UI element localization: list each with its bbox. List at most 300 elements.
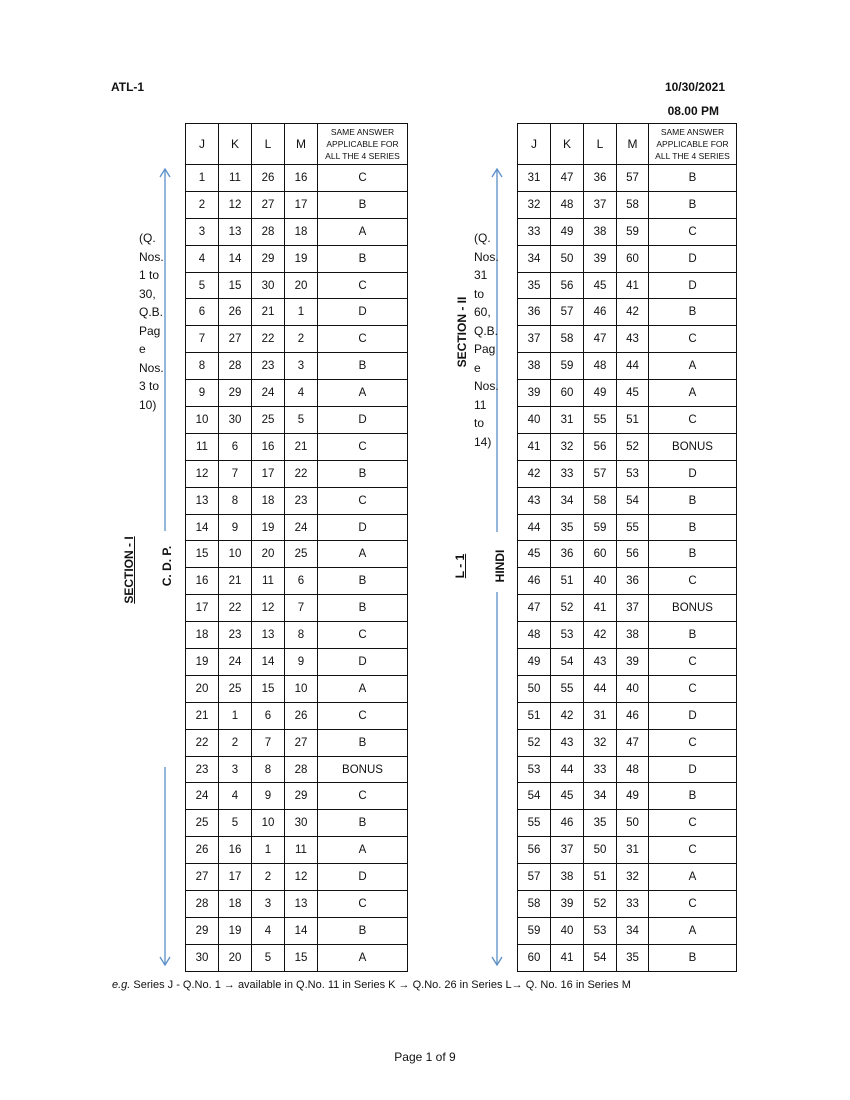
series-l-cell: 21	[252, 299, 285, 326]
series-l-cell: 27	[252, 191, 285, 218]
series-m-cell: 15	[285, 944, 318, 971]
series-l-cell: 55	[584, 407, 617, 434]
question-range-line: (Q.	[139, 231, 156, 245]
series-j-cell: 43	[518, 487, 551, 514]
series-k-cell: 24	[219, 649, 252, 676]
answer-cell: C	[649, 837, 737, 864]
table-row	[186, 729, 408, 756]
series-m-cell: 53	[617, 460, 649, 487]
answer-cell: B	[649, 487, 737, 514]
column-header-j: J	[186, 124, 219, 165]
table-row	[518, 433, 737, 460]
series-m-cell: 6	[285, 568, 318, 595]
answer-cell: B	[318, 191, 408, 218]
series-j-cell: 57	[518, 864, 551, 891]
table-row	[518, 245, 737, 272]
answer-cell: C	[318, 326, 408, 353]
series-l-cell: 3	[252, 891, 285, 918]
answer-cell: B	[318, 245, 408, 272]
series-j-cell: 60	[518, 944, 551, 971]
series-l-cell: 37	[584, 191, 617, 218]
series-m-cell: 33	[617, 891, 649, 918]
table-row	[518, 837, 737, 864]
series-j-cell: 1	[186, 165, 219, 192]
series-k-cell: 17	[219, 864, 252, 891]
series-l-cell: 30	[252, 272, 285, 299]
series-j-cell: 7	[186, 326, 219, 353]
series-l-cell: 34	[584, 783, 617, 810]
series-m-cell: 60	[617, 245, 649, 272]
series-k-cell: 32	[551, 433, 584, 460]
series-l-cell: 60	[584, 541, 617, 568]
question-range-line: to	[474, 286, 485, 301]
series-m-cell: 30	[285, 810, 318, 837]
footnote-text: Series J - Q.No. 1 → available in Q.No. 11 in Series K → Q.No. 26 in Series L→ Q. No. 16 in Series M	[130, 979, 631, 991]
question-booklet-range-note	[474, 229, 499, 451]
series-k-cell: 2	[219, 729, 252, 756]
series-m-cell: 22	[285, 460, 318, 487]
series-j-cell: 14	[186, 514, 219, 541]
series-m-cell: 59	[617, 218, 649, 245]
series-j-cell: 58	[518, 891, 551, 918]
column-header-k: K	[551, 124, 584, 165]
question-range-line: Nos.	[474, 379, 499, 393]
table-row	[518, 675, 737, 702]
series-l-cell: 56	[584, 433, 617, 460]
section-label: SECTION - II	[455, 296, 469, 368]
subject-label: HINDI	[493, 541, 507, 591]
series-k-cell: 31	[551, 407, 584, 434]
series-l-cell: 8	[252, 756, 285, 783]
series-k-cell: 14	[219, 245, 252, 272]
series-m-cell: 23	[285, 487, 318, 514]
table-row	[518, 272, 737, 299]
series-k-cell: 48	[551, 191, 584, 218]
table-row	[186, 622, 408, 649]
series-k-cell: 16	[219, 837, 252, 864]
series-l-cell: 4	[252, 917, 285, 944]
document-code: ATL-1	[111, 80, 145, 94]
table-row	[186, 380, 408, 407]
series-k-cell: 54	[551, 649, 584, 676]
series-m-cell: 19	[285, 245, 318, 272]
series-j-cell: 56	[518, 837, 551, 864]
series-k-cell: 20	[219, 944, 252, 971]
series-l-cell: 36	[584, 165, 617, 192]
series-m-cell: 38	[617, 622, 649, 649]
table-row	[186, 514, 408, 541]
series-l-cell: 50	[584, 837, 617, 864]
series-j-cell: 59	[518, 917, 551, 944]
answer-cell: C	[318, 622, 408, 649]
answer-cell: C	[649, 675, 737, 702]
series-k-cell: 3	[219, 756, 252, 783]
series-m-cell: 44	[617, 353, 649, 380]
series-m-cell: 16	[285, 165, 318, 192]
series-l-cell: 16	[252, 433, 285, 460]
series-l-cell: 40	[584, 568, 617, 595]
answer-cell: D	[318, 864, 408, 891]
series-l-cell: 11	[252, 568, 285, 595]
table-row	[518, 460, 737, 487]
series-l-cell: 19	[252, 514, 285, 541]
series-m-cell: 40	[617, 675, 649, 702]
answer-cell: C	[318, 272, 408, 299]
series-l-cell: 35	[584, 810, 617, 837]
series-m-cell: 4	[285, 380, 318, 407]
subject-label: C. D. P.	[160, 531, 174, 601]
exam-date: 10/30/2021	[664, 80, 725, 94]
series-k-cell: 46	[551, 810, 584, 837]
series-m-cell: 51	[617, 407, 649, 434]
answer-cell: BONUS	[649, 433, 737, 460]
answer-cell: B	[649, 783, 737, 810]
answer-cell: B	[649, 622, 737, 649]
series-j-cell: 5	[186, 272, 219, 299]
series-j-cell: 48	[518, 622, 551, 649]
series-k-cell: 39	[551, 891, 584, 918]
series-k-cell: 29	[219, 380, 252, 407]
question-range-line: 11	[474, 397, 487, 412]
answer-cell: A	[649, 917, 737, 944]
series-j-cell: 11	[186, 433, 219, 460]
series-m-cell: 17	[285, 191, 318, 218]
table-row	[518, 702, 737, 729]
series-m-cell: 43	[617, 326, 649, 353]
question-range-line: Pag	[474, 342, 496, 356]
table-row	[518, 756, 737, 783]
answer-cell: B	[318, 568, 408, 595]
table-row	[518, 218, 737, 245]
column-header-answer: SAME ANSWER APPLICABLE FOR ALL THE 4 SERIES	[318, 124, 408, 165]
table-row	[186, 165, 408, 192]
series-m-cell: 35	[617, 944, 649, 971]
series-j-cell: 30	[186, 944, 219, 971]
answer-cell: A	[649, 864, 737, 891]
series-l-cell: 41	[584, 595, 617, 622]
table-row	[518, 729, 737, 756]
answer-cell: B	[318, 353, 408, 380]
answer-cell: B	[649, 299, 737, 326]
table-row	[186, 272, 408, 299]
answer-cell: C	[649, 891, 737, 918]
table-row	[186, 649, 408, 676]
series-l-cell: 48	[584, 353, 617, 380]
table-row	[518, 810, 737, 837]
series-m-cell: 25	[285, 541, 318, 568]
series-l-cell: 10	[252, 810, 285, 837]
table-row	[518, 783, 737, 810]
series-k-cell: 51	[551, 568, 584, 595]
series-m-cell: 8	[285, 622, 318, 649]
series-k-cell: 58	[551, 326, 584, 353]
question-range-line: Nos.	[139, 360, 164, 375]
table-row	[186, 568, 408, 595]
series-j-cell: 3	[186, 218, 219, 245]
series-k-cell: 37	[551, 837, 584, 864]
series-m-cell: 2	[285, 326, 318, 353]
series-l-cell: 32	[584, 729, 617, 756]
answer-cell: C	[649, 729, 737, 756]
answer-cell: D	[318, 407, 408, 434]
series-m-cell: 56	[617, 541, 649, 568]
answer-cell: B	[649, 514, 737, 541]
series-m-cell: 28	[285, 756, 318, 783]
series-m-cell: 32	[617, 864, 649, 891]
series-l-cell: 53	[584, 917, 617, 944]
series-j-cell: 6	[186, 299, 219, 326]
answer-cell: B	[318, 917, 408, 944]
table-row	[518, 299, 737, 326]
series-m-cell: 41	[617, 272, 649, 299]
series-m-cell: 21	[285, 433, 318, 460]
answer-cell: A	[318, 541, 408, 568]
question-range-line: to	[474, 416, 485, 430]
table-row	[518, 622, 737, 649]
series-k-cell: 50	[551, 245, 584, 272]
answer-cell: C	[318, 487, 408, 514]
series-j-cell: 46	[518, 568, 551, 595]
series-l-cell: 52	[584, 891, 617, 918]
table-row	[518, 380, 737, 407]
series-l-cell: 49	[584, 380, 617, 407]
series-l-cell: 23	[252, 353, 285, 380]
series-l-cell: 47	[584, 326, 617, 353]
series-k-cell: 60	[551, 380, 584, 407]
series-k-cell: 15	[219, 272, 252, 299]
series-l-cell: 28	[252, 218, 285, 245]
series-l-cell: 24	[252, 380, 285, 407]
series-m-cell: 55	[617, 514, 649, 541]
answer-cell: C	[649, 407, 737, 434]
series-l-cell: 26	[252, 165, 285, 192]
series-l-cell: 13	[252, 622, 285, 649]
answer-cell: A	[649, 380, 737, 407]
answer-cell: D	[318, 649, 408, 676]
series-k-cell: 57	[551, 299, 584, 326]
series-j-cell: 55	[518, 810, 551, 837]
series-k-cell: 19	[219, 917, 252, 944]
series-m-cell: 48	[617, 756, 649, 783]
answer-cell: B	[649, 165, 737, 192]
table-row	[186, 917, 408, 944]
series-m-cell: 5	[285, 407, 318, 434]
series-j-cell: 10	[186, 407, 219, 434]
series-k-cell: 6	[219, 433, 252, 460]
series-k-cell: 27	[219, 326, 252, 353]
series-m-cell: 10	[285, 675, 318, 702]
answer-key-table-section-2	[517, 123, 737, 972]
series-j-cell: 13	[186, 487, 219, 514]
series-m-cell: 46	[617, 702, 649, 729]
series-m-cell: 36	[617, 568, 649, 595]
series-j-cell: 29	[186, 917, 219, 944]
table-row	[186, 837, 408, 864]
series-j-cell: 12	[186, 460, 219, 487]
series-k-cell: 30	[219, 407, 252, 434]
series-k-cell: 53	[551, 622, 584, 649]
answer-cell: C	[318, 702, 408, 729]
answer-cell: BONUS	[318, 756, 408, 783]
series-k-cell: 56	[551, 272, 584, 299]
answer-cell: B	[318, 729, 408, 756]
series-l-cell: 44	[584, 675, 617, 702]
table-row	[186, 864, 408, 891]
series-k-cell: 12	[219, 191, 252, 218]
series-k-cell: 26	[219, 299, 252, 326]
series-j-cell: 4	[186, 245, 219, 272]
series-m-cell: 47	[617, 729, 649, 756]
answer-cell: B	[318, 595, 408, 622]
table-row	[186, 433, 408, 460]
table-row	[186, 541, 408, 568]
answer-cell: B	[649, 541, 737, 568]
question-range-line: Q.B.	[474, 323, 499, 338]
series-l-cell: 51	[584, 864, 617, 891]
question-range-line: 3 to	[139, 379, 160, 393]
table-row	[186, 702, 408, 729]
table-row	[518, 944, 737, 971]
answer-cell: BONUS	[649, 595, 737, 622]
question-range-line: e	[474, 360, 481, 375]
series-j-cell: 15	[186, 541, 219, 568]
table-row	[518, 649, 737, 676]
series-k-cell: 40	[551, 917, 584, 944]
series-k-cell: 18	[219, 891, 252, 918]
series-m-cell: 31	[617, 837, 649, 864]
answer-cell: C	[318, 165, 408, 192]
series-m-cell: 50	[617, 810, 649, 837]
table-row	[518, 191, 737, 218]
series-l-cell: 25	[252, 407, 285, 434]
table-row	[186, 810, 408, 837]
table-row	[518, 487, 737, 514]
series-l-cell: 43	[584, 649, 617, 676]
question-range-line: 60,	[474, 305, 491, 319]
series-k-cell: 41	[551, 944, 584, 971]
series-j-cell: 17	[186, 595, 219, 622]
answer-cell: A	[318, 218, 408, 245]
series-l-cell: 29	[252, 245, 285, 272]
table-row	[186, 460, 408, 487]
series-j-cell: 21	[186, 702, 219, 729]
series-m-cell: 45	[617, 380, 649, 407]
series-j-cell: 38	[518, 353, 551, 380]
footnote	[112, 979, 631, 991]
series-k-cell: 22	[219, 595, 252, 622]
series-j-cell: 51	[518, 702, 551, 729]
answer-cell: A	[649, 353, 737, 380]
series-k-cell: 9	[219, 514, 252, 541]
table-row	[186, 245, 408, 272]
series-k-cell: 4	[219, 783, 252, 810]
series-j-cell: 22	[186, 729, 219, 756]
series-j-cell: 52	[518, 729, 551, 756]
series-j-cell: 49	[518, 649, 551, 676]
table-row	[518, 165, 737, 192]
series-l-cell: 7	[252, 729, 285, 756]
series-m-cell: 37	[617, 595, 649, 622]
series-k-cell: 1	[219, 702, 252, 729]
series-k-cell: 5	[219, 810, 252, 837]
series-l-cell: 5	[252, 944, 285, 971]
answer-cell: B	[649, 944, 737, 971]
column-header-l: L	[252, 124, 285, 165]
series-l-cell: 58	[584, 487, 617, 514]
question-range-line: 14)	[474, 434, 492, 449]
series-m-cell: 1	[285, 299, 318, 326]
series-j-cell: 8	[186, 353, 219, 380]
series-j-cell: 36	[518, 299, 551, 326]
question-range-line: e	[139, 342, 146, 356]
answer-cell: C	[318, 891, 408, 918]
series-k-cell: 36	[551, 541, 584, 568]
table-row	[186, 487, 408, 514]
series-k-cell: 38	[551, 864, 584, 891]
table-row	[186, 595, 408, 622]
series-k-cell: 34	[551, 487, 584, 514]
answer-cell: A	[318, 380, 408, 407]
series-k-cell: 13	[219, 218, 252, 245]
series-l-cell: 6	[252, 702, 285, 729]
series-m-cell: 12	[285, 864, 318, 891]
table-body	[186, 165, 408, 972]
answer-cell: B	[318, 810, 408, 837]
page-number: Page 1 of 9	[394, 1050, 456, 1064]
series-j-cell: 18	[186, 622, 219, 649]
series-k-cell: 28	[219, 353, 252, 380]
series-j-cell: 16	[186, 568, 219, 595]
series-m-cell: 58	[617, 191, 649, 218]
column-header-j: J	[518, 124, 551, 165]
series-k-cell: 42	[551, 702, 584, 729]
series-j-cell: 19	[186, 649, 219, 676]
footnote-prefix: e.g.	[112, 979, 131, 991]
series-l-cell: 59	[584, 514, 617, 541]
question-range-line: Pag	[139, 323, 161, 338]
series-m-cell: 39	[617, 649, 649, 676]
series-m-cell: 13	[285, 891, 318, 918]
series-j-cell: 54	[518, 783, 551, 810]
series-k-cell: 7	[219, 460, 252, 487]
series-k-cell: 33	[551, 460, 584, 487]
series-j-cell: 40	[518, 407, 551, 434]
series-l-cell: 42	[584, 622, 617, 649]
table-row	[186, 299, 408, 326]
series-l-cell: 57	[584, 460, 617, 487]
series-m-cell: 54	[617, 487, 649, 514]
answer-cell: D	[649, 756, 737, 783]
answer-cell: D	[649, 272, 737, 299]
series-k-cell: 35	[551, 514, 584, 541]
series-j-cell: 24	[186, 783, 219, 810]
table-row	[186, 675, 408, 702]
table-row	[518, 514, 737, 541]
series-m-cell: 57	[617, 165, 649, 192]
series-m-cell: 49	[617, 783, 649, 810]
question-range-line: 1 to	[139, 268, 160, 282]
series-m-cell: 52	[617, 433, 649, 460]
series-m-cell: 18	[285, 218, 318, 245]
answer-cell: D	[318, 514, 408, 541]
table-row	[518, 917, 737, 944]
series-l-cell: 33	[584, 756, 617, 783]
table-header-row	[518, 124, 737, 165]
series-k-cell: 59	[551, 353, 584, 380]
series-m-cell: 11	[285, 837, 318, 864]
question-range-line: Nos.	[474, 249, 499, 264]
table-row	[186, 407, 408, 434]
